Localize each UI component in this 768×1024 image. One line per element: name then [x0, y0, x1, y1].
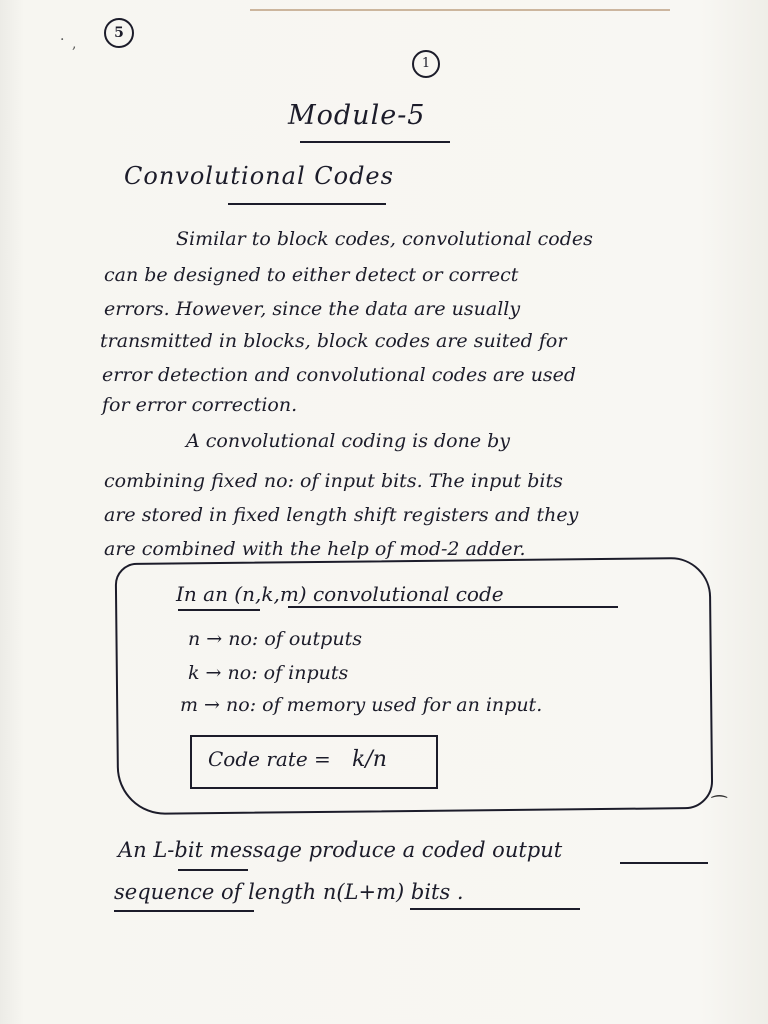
- module-title: Module-5: [288, 100, 426, 131]
- module-title-underline: [300, 141, 450, 143]
- code-rate-value: k/n: [352, 747, 387, 772]
- paragraph1-line: errors. However, since the data are usually: [104, 298, 521, 320]
- footer-line: sequence of length n(L+m) bits .: [114, 880, 464, 904]
- page-top-line: [250, 9, 670, 11]
- footer-line: An L-bit message produce a coded output: [118, 838, 563, 862]
- footer-underline-sequence: [114, 910, 254, 912]
- section-title-underline: [228, 203, 386, 205]
- corner-dot: ·: [60, 32, 65, 48]
- footer-underline-lbit: [178, 869, 248, 871]
- paragraph1-line: Similar to block codes, convolutional codes: [176, 228, 593, 250]
- corner-dot: ,: [72, 36, 77, 52]
- box-item: k → no: of inputs: [188, 662, 349, 684]
- code-rate-label: Code rate =: [208, 747, 331, 771]
- section-title: Convolutional Codes: [124, 162, 394, 190]
- box-item: m → no: of memory used for an input.: [180, 694, 543, 716]
- paragraph2-line: are stored in fixed length shift registers and they: [104, 504, 579, 526]
- paragraph2-line: A convolutional coding is done by: [186, 430, 511, 452]
- paragraph1-line: error detection and convolutional codes are used: [102, 364, 577, 386]
- box-heading: In an (n,k,m) convolutional code: [176, 582, 504, 606]
- pencil-mark: ⁀: [712, 796, 727, 817]
- footer-underline-output: [620, 862, 708, 864]
- footer-underline-length: [410, 908, 580, 910]
- paragraph1-line: can be designed to either detect or correct: [104, 264, 519, 286]
- paragraph1-line: transmitted in blocks, block codes are suited for: [100, 330, 567, 352]
- paragraph1-line: for error correction.: [102, 394, 298, 416]
- box-item: n → no: of outputs: [188, 628, 362, 650]
- corner-number: 5: [104, 18, 134, 48]
- paragraph2-line: combining fixed no: of input bits. The input bits: [104, 470, 563, 492]
- code-rate-box: [190, 735, 438, 789]
- page-number: 1: [412, 50, 440, 78]
- box-heading-underline: [178, 609, 260, 611]
- box-heading-underline: [288, 606, 618, 608]
- paragraph2-line: are combined with the help of mod-2 adder.: [104, 538, 526, 560]
